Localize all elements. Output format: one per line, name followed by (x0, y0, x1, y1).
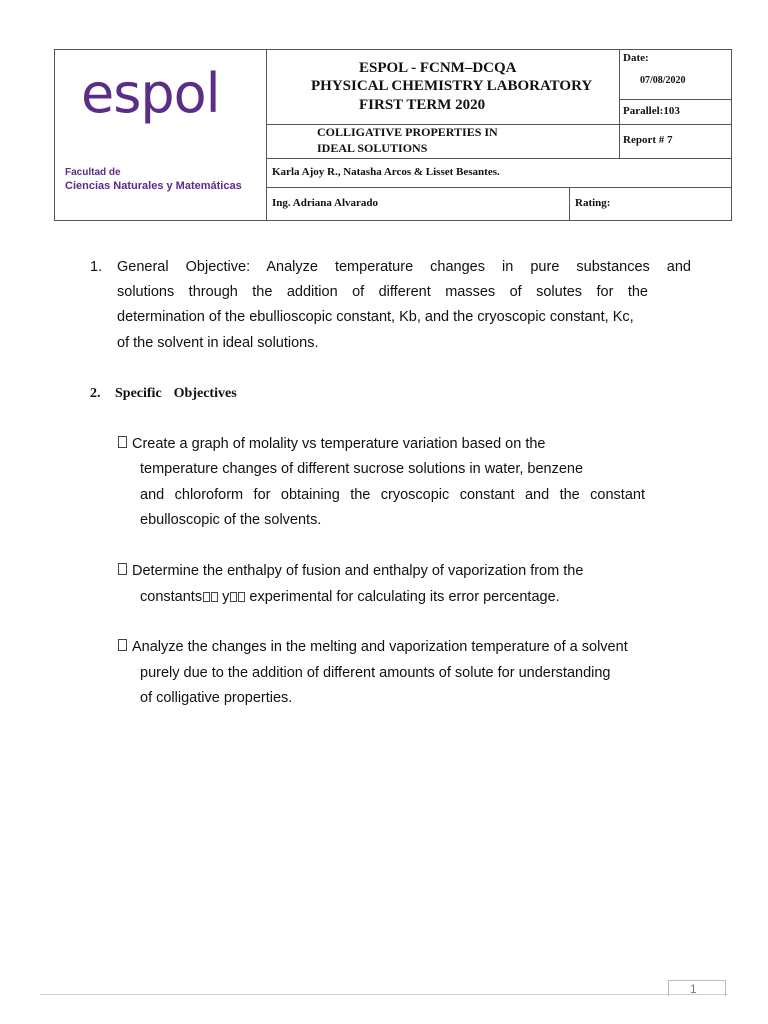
espol-logo: espol (81, 62, 220, 125)
paragraph-line: solutions through the addition of different masses of solutes for the (117, 284, 648, 300)
title-cell (267, 50, 619, 125)
bullet-box-icon (118, 639, 127, 651)
date-value: 07/08/2020 (640, 75, 686, 86)
missing-glyph-icon (238, 592, 245, 602)
report-header-table (54, 49, 732, 221)
topic-line-2: IDEAL SOLUTIONS (317, 141, 428, 155)
bullet-box-icon (118, 563, 127, 575)
section-number: 2. (90, 386, 101, 401)
paragraph-line: purely due to the addition of different amounts of solute for understanding (140, 665, 611, 681)
page-number: 1 (690, 982, 697, 996)
footer-divider (40, 994, 728, 995)
missing-glyph-icon (203, 592, 210, 602)
teacher-name: Ing. Adriana Alvarado (272, 197, 379, 209)
conjunction-text: y (222, 589, 230, 605)
paragraph-line: and chloroform for obtaining the cryoscopic constant and the constant (140, 487, 645, 503)
paragraph-line (140, 589, 560, 605)
bullet-first-line (118, 436, 545, 452)
paragraph-line: General Objective: Analyze temperature changes in pure substances and (117, 259, 691, 275)
teacher-cell (267, 188, 569, 220)
topic-line-1: COLLIGATIVE PROPERTIES IN (317, 125, 498, 139)
lab-title: PHYSICAL CHEMISTRY LABORATORY (311, 78, 593, 94)
bullet-first-line (118, 563, 583, 579)
term-title: FIRST TERM 2020 (359, 97, 486, 113)
authors: Karla Ajoy R., Natasha Arcos & Lisset Besantes. (272, 166, 500, 178)
paragraph-line: Determine the enthalpy of fusion and enthalpy of vaporization from the (132, 563, 584, 579)
logo-cell (55, 50, 267, 220)
parallel-value: Parallel:103 (623, 105, 680, 117)
bullet-box-icon (118, 436, 127, 448)
paragraph-line: Create a graph of molality vs temperature variation based on the (132, 436, 546, 452)
constants-text: constants (140, 589, 203, 605)
report-number: Report # 7 (623, 134, 673, 146)
date-label: Date: (623, 52, 649, 64)
paragraph-line: of the solvent in ideal solutions. (117, 335, 319, 351)
missing-glyph-icon (211, 592, 218, 602)
heading-word: Objectives (173, 386, 237, 401)
paragraph-line: Analyze the changes in the melting and vaporization temperature of a solvent (132, 639, 628, 655)
paragraph-line: determination of the ebullioscopic constant, Kb, and the cryoscopic constant, Kc, (117, 309, 634, 325)
paragraph-text: experimental for calculating its error percentage. (249, 589, 560, 605)
rating-label: Rating: (575, 197, 611, 209)
page-number-box (668, 980, 726, 996)
heading-word: Specific (115, 386, 162, 401)
parallel-cell (619, 100, 731, 125)
logo-faculty-label: Facultad de (65, 167, 121, 178)
paragraph-line: ebulloscopic of the solvents. (140, 512, 322, 528)
rating-cell (569, 188, 731, 220)
paragraph-line: temperature changes of different sucrose solutions in water, benzene (140, 461, 584, 477)
report-cell (619, 125, 731, 159)
section-number: 1. (90, 259, 103, 275)
institution-title: ESPOL - FCNM–DCQA (359, 60, 517, 76)
paragraph-line: of colligative properties. (140, 690, 293, 706)
missing-glyph-icon (230, 592, 237, 602)
authors-cell (267, 159, 731, 188)
date-cell (619, 50, 731, 100)
section-heading (90, 386, 237, 402)
topic-cell (267, 125, 619, 159)
logo-faculty-name: Ciencias Naturales y Matemáticas (65, 180, 242, 192)
bullet-first-line (118, 639, 628, 655)
